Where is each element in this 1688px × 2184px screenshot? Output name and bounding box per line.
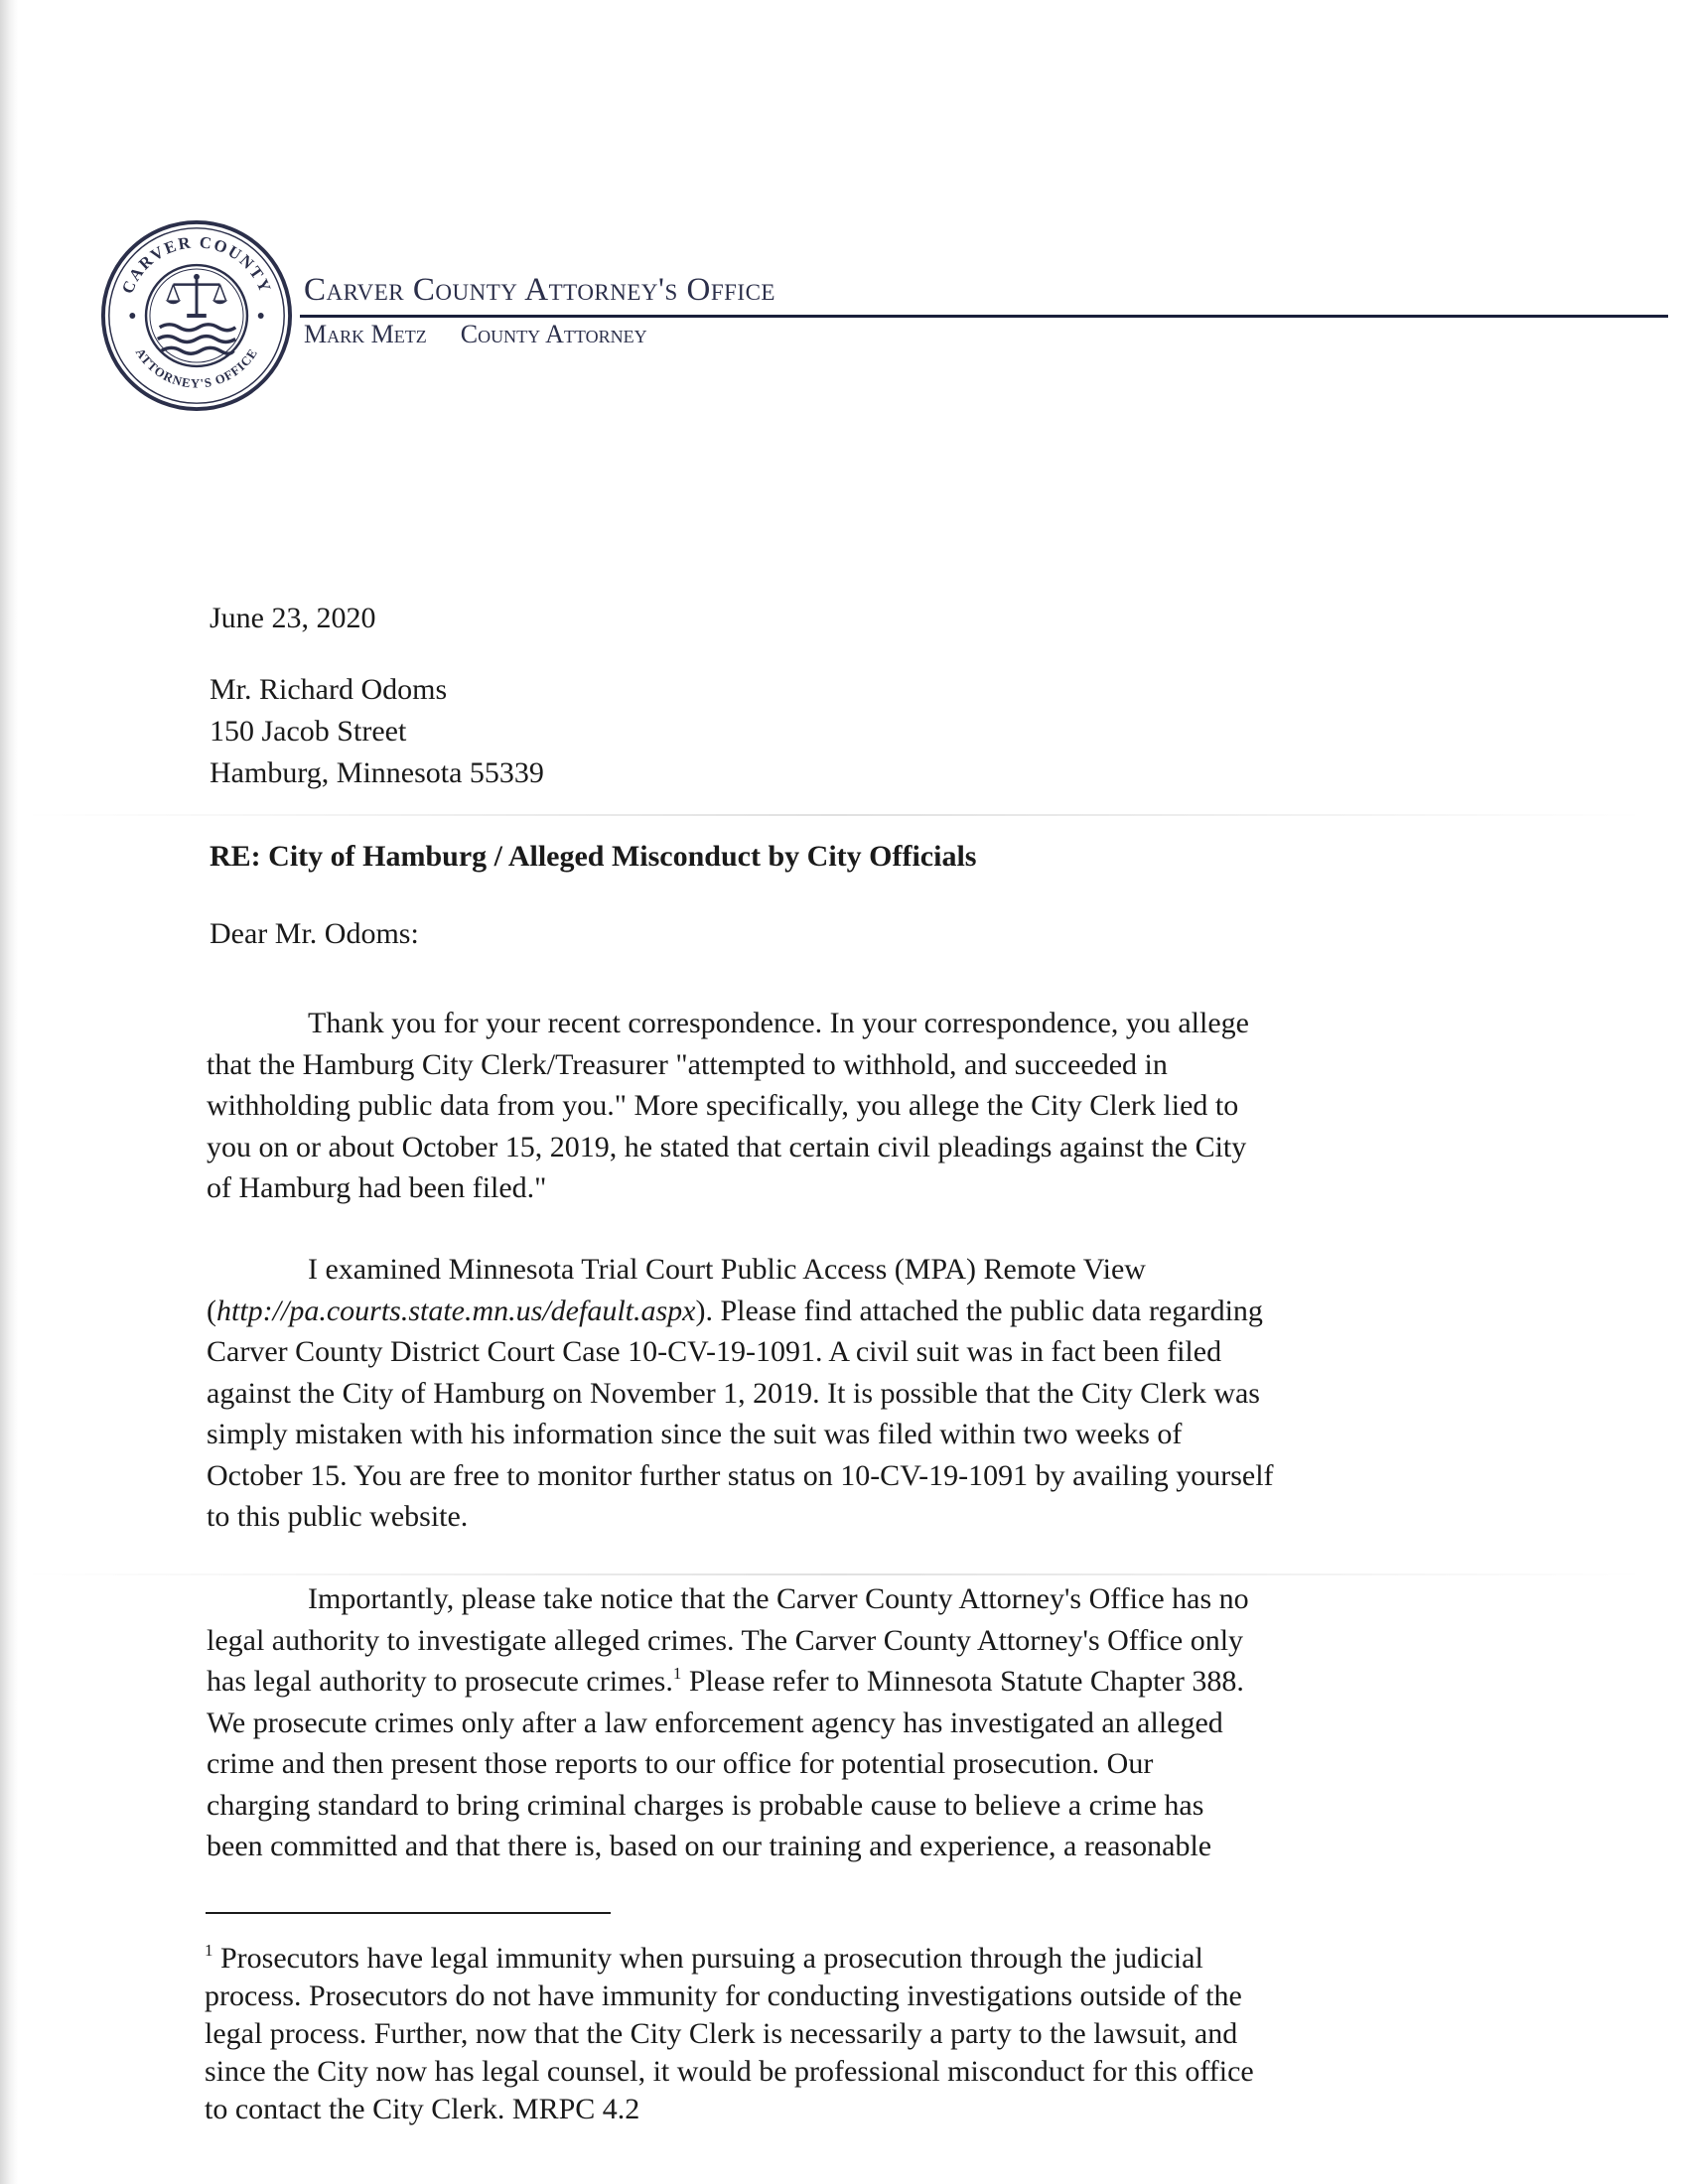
footnote-line: to contact the City Clerk. MRPC 4.2	[205, 2093, 640, 2125]
paragraph-line: of Hamburg had been filed."	[207, 1171, 547, 1204]
re-line: RE: City of Hamburg / Alleged Misconduct by City Officials	[210, 840, 977, 873]
paragraph-line: Carver County District Court Case 10-CV-19-1091. A civil suit was in fact been filed	[207, 1335, 1222, 1368]
scan-edge-shadow	[0, 0, 18, 2184]
paragraph-line: withholding public data from you." More specifically, you allege the City Clerk lied to	[207, 1089, 1239, 1122]
recipient-city: Hamburg, Minnesota 55339	[210, 756, 544, 789]
footnote-number: 1	[205, 1941, 213, 1960]
footnote-line: process. Prosecutors do not have immunity for conducting investigations outside of the	[205, 1979, 1242, 2012]
attorney-line	[304, 320, 647, 349]
paragraph-line: against the City of Hamburg on November 1, 2019. It is possible that the City Clerk was	[207, 1376, 1260, 1410]
footnote-line: legal process. Further, now that the City Clerk is necessarily a party to the lawsuit, and	[205, 2017, 1238, 2050]
salutation: Dear Mr. Odoms:	[210, 917, 419, 950]
footnote-text: Prosecutors have legal immunity when pursuing a prosecution through the judicial	[212, 1942, 1203, 1975]
paragraph-line: to this public website.	[207, 1500, 469, 1533]
paragraph-text: Please refer to Minnesota Statute Chapter 388.	[681, 1665, 1244, 1698]
letterhead-rule	[300, 315, 1668, 318]
footnote-line: since the City now has legal counsel, it would be professional misconduct for this office	[205, 2055, 1254, 2088]
paragraph-line: October 15. You are free to monitor further status on 10-CV-19-1091 by availing yourself	[207, 1458, 1274, 1492]
svg-text:ATTORNEY'S OFFICE: ATTORNEY'S OFFICE	[132, 345, 261, 391]
paragraph-line: legal authority to investigate alleged crimes. The Carver County Attorney's Office only	[207, 1623, 1244, 1657]
footnote	[205, 1940, 1254, 2128]
attorney-title: County Attorney	[460, 320, 647, 348]
recipient-name: Mr. Richard Odoms	[210, 673, 448, 706]
recipient-address	[210, 669, 544, 794]
paragraph-line: that the Hamburg City Clerk/Treasurer "attempted to withhold, and succeeded in	[207, 1047, 1168, 1081]
paragraph-line: charging standard to bring criminal charges is probable cause to believe a crime has	[207, 1788, 1204, 1822]
footnote-reference: 1	[672, 1664, 682, 1683]
county-seal-logo	[99, 218, 294, 413]
paragraph-line: been committed and that there is, based on our training and experience, a reasonable	[207, 1830, 1212, 1862]
paper-fold-mark	[20, 814, 1648, 816]
paragraph-line: crime and then present those reports to our office for potential prosecution. Our	[207, 1747, 1154, 1780]
paragraph-text: ). Please find attached the public data regarding	[695, 1294, 1263, 1327]
paragraph-1	[207, 1003, 1527, 1209]
paragraph-line: Importantly, please take notice that the Carver County Attorney's Office has no	[308, 1582, 1249, 1615]
paragraph-line: Thank you for your recent correspondence. In your correspondence, you allege	[308, 1007, 1249, 1039]
paragraph-line	[207, 1291, 1527, 1332]
paragraph-line: you on or about October 15, 2019, he stated that certain civil pleadings against the City	[207, 1130, 1247, 1163]
paragraph-3	[207, 1578, 1527, 1867]
court-url-link[interactable]: http://pa.courts.state.mn.us/default.aspx	[216, 1294, 696, 1327]
office-name: Carver County Attorney's Office	[304, 272, 775, 308]
paragraph-2	[207, 1249, 1527, 1538]
letter-date: June 23, 2020	[210, 602, 376, 634]
paragraph-line	[207, 1661, 1527, 1703]
paragraph-line: simply mistaken with his information since the suit was filed within two weeks of	[207, 1418, 1183, 1450]
recipient-street: 150 Jacob Street	[210, 715, 407, 748]
attorney-name: Mark Metz	[304, 320, 427, 348]
paragraph-line: I examined Minnesota Trial Court Public Access (MPA) Remote View	[308, 1253, 1146, 1286]
footnote-line	[205, 1940, 1254, 1978]
paren-open: (	[207, 1294, 216, 1327]
svg-text:CARVER COUNTY: CARVER COUNTY	[117, 232, 276, 297]
paragraph-line: We prosecute crimes only after a law enforcement agency has investigated an alleged	[207, 1706, 1223, 1739]
paragraph-text: has legal authority to prosecute crimes.	[207, 1665, 673, 1698]
paper-fold-mark	[20, 1573, 1648, 1575]
footnote-divider	[206, 1912, 611, 1914]
